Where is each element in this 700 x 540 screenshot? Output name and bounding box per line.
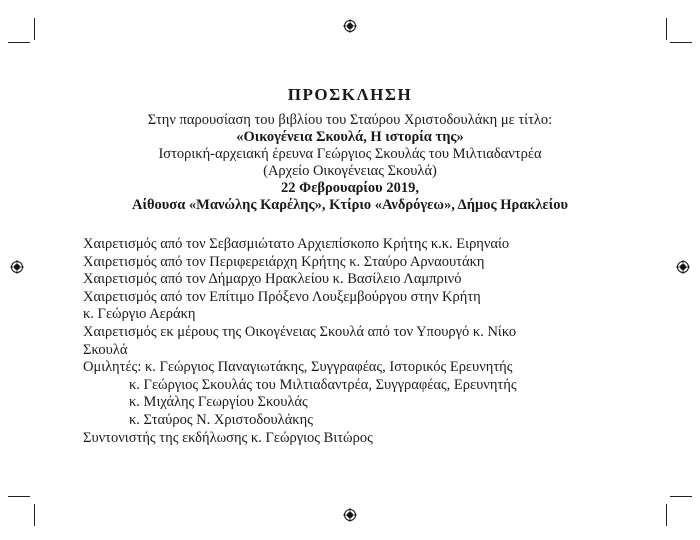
crop-mark-left-bottom xyxy=(8,496,30,497)
speaker-line: κ. Γεώργιος Σκουλάς του Μιλτιαδαντρέα, Συγγραφέας, Ερευνητής xyxy=(129,376,517,393)
program-line: Χαιρετισμός από τον Περιφερειάρχη Κρήτης κ. Σταύρο Αρναουτάκη xyxy=(83,253,485,270)
program-line: Συντονιστής της εκδήλωσης κ. Γεώργιος Βιτώρος xyxy=(83,429,373,446)
crop-mark-right-bottom xyxy=(670,496,692,497)
registration-mark-top-icon xyxy=(343,19,357,33)
program-line: Χαιρετισμός από τον Επίτιμο Πρόξενο Λουξεμβούργου στην Κρήτη xyxy=(83,288,481,305)
program-line: Χαιρετισμός από τον Σεβασμιώτατο Αρχιεπίσκοπο Κρήτης κ.κ. Ειρηναίο xyxy=(83,236,510,252)
speaker-line: κ. Σταύρος Ν. Χριστοδουλάκης xyxy=(129,411,313,428)
intro-line: Στην παρουσίαση του βιβλίου του Σταύρου Χριστοδουλάκη με τίτλο: xyxy=(147,112,553,128)
invitation-header xyxy=(0,84,700,214)
registration-mark-bottom-icon xyxy=(343,508,357,522)
event-venue: Αίθουσα «Μανώλης Καρέλης», Κτίριο «Ανδρόγεω», Δήμος Ηρακλείου xyxy=(132,197,568,213)
book-title: «Οικογένεια Σκουλά, Η ιστορία της» xyxy=(236,129,464,145)
crop-mark-bottom-left xyxy=(34,504,35,526)
program-line: Χαιρετισμός εκ μέρους της Οικογένειας Σκουλά από τον Υπουργό κ. Νίκο xyxy=(83,323,517,340)
program-line: Χαιρετισμός από τον Δήμαρχο Ηρακλείου κ. Βασίλειο Λαμπρινό xyxy=(83,271,462,288)
crop-mark-top-right xyxy=(666,18,667,40)
crop-mark-bottom-right xyxy=(666,504,667,526)
crop-mark-top-left xyxy=(34,18,35,40)
archive-line: (Αρχείο Οικογένειας Σκουλά) xyxy=(263,163,437,179)
description-line: Ιστορική-αρχειακή έρευνα Γεώργιος Σκουλάς του Μιλτιαδαντρέα xyxy=(158,146,542,162)
program-line: κ. Γεώργιο Αεράκη xyxy=(83,306,196,323)
event-date: 22 Φεβρουαρίου 2019, xyxy=(281,180,419,196)
program-list xyxy=(83,236,643,447)
crop-mark-left-top xyxy=(8,42,30,43)
registration-mark-right-icon xyxy=(676,260,690,274)
speaker-line: κ. Μιχάλης Γεωργίου Σκουλάς xyxy=(129,394,308,411)
invitation-title: ΠΡΟΣΚΛΗΣΗ xyxy=(287,85,413,104)
program-line: Ομιλητές: κ. Γεώργιος Παναγιωτάκης, Συγγραφέας, Ιστορικός Ερευνητής xyxy=(83,359,513,376)
registration-mark-left-icon xyxy=(10,260,24,274)
crop-mark-right-top xyxy=(670,42,692,43)
program-line: Σκουλά xyxy=(83,341,128,358)
